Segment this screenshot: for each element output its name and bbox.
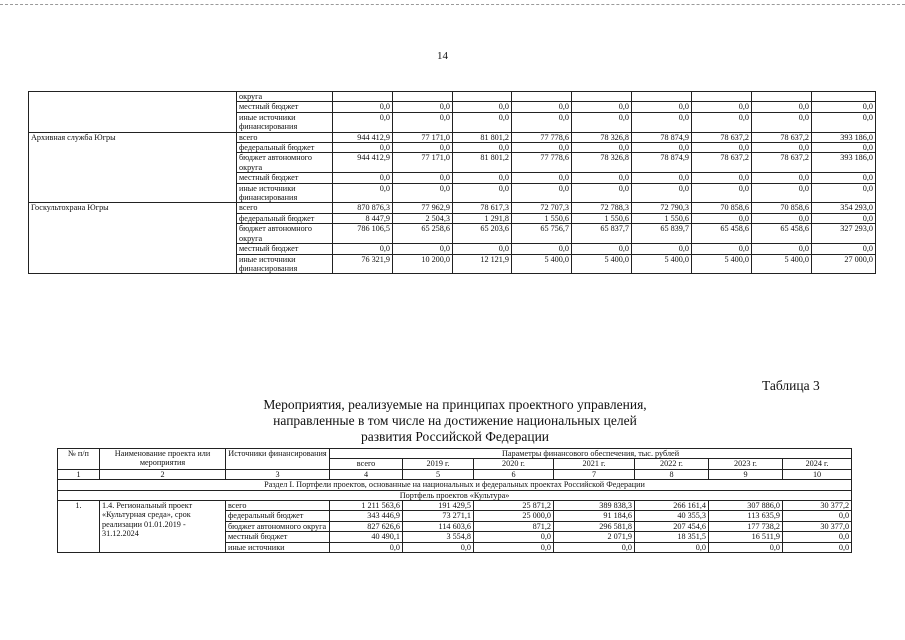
value-cell: 5 400,0 — [692, 254, 752, 274]
value-cell: 77 778,6 — [512, 132, 572, 142]
value-cell: 0,0 — [632, 173, 692, 183]
value-cell: 0,0 — [752, 213, 812, 223]
value-cell: 0,0 — [333, 244, 393, 254]
value-cell: 78 637,2 — [752, 153, 812, 173]
source-cell: местный бюджет — [237, 173, 333, 183]
value-cell: 0,0 — [752, 112, 812, 132]
value-cell: 78 617,3 — [453, 203, 512, 213]
value-cell: 0,0 — [333, 143, 393, 153]
value-cell: 72 707,3 — [512, 203, 572, 213]
header-col: 2021 г. — [554, 459, 635, 469]
value-cell: 72 790,3 — [632, 203, 692, 213]
value-cell — [572, 92, 632, 102]
value-cell: 0,0 — [812, 244, 876, 254]
value-cell: 0,0 — [403, 542, 474, 552]
section-heading: Раздел I. Портфели проектов, основанные на национальных и федеральных проектах Российской Федерации — [58, 480, 852, 490]
value-cell: 73 271,1 — [403, 511, 474, 521]
value-cell: 27 000,0 — [812, 254, 876, 274]
value-cell: 0,0 — [572, 244, 632, 254]
value-cell: 0,0 — [812, 213, 876, 223]
value-cell: 0,0 — [333, 183, 393, 203]
source-cell: бюджет автономного округа — [226, 521, 330, 531]
value-cell: 827 626,6 — [330, 521, 403, 531]
col-number: 3 — [226, 469, 330, 479]
value-cell: 0,0 — [692, 244, 752, 254]
value-cell: 0,0 — [692, 112, 752, 132]
value-cell: 3 554,8 — [403, 532, 474, 542]
value-cell — [333, 92, 393, 102]
col-number: 5 — [403, 469, 474, 479]
source-cell: федеральный бюджет — [237, 213, 333, 223]
value-cell: 78 874,9 — [632, 153, 692, 173]
value-cell: 16 511,9 — [709, 532, 783, 542]
value-cell: 296 581,8 — [554, 521, 635, 531]
value-cell: 0,0 — [333, 173, 393, 183]
value-cell: 0,0 — [512, 244, 572, 254]
col-number: 1 — [58, 469, 100, 479]
value-cell — [453, 92, 512, 102]
value-cell — [692, 92, 752, 102]
value-cell: 70 858,6 — [752, 203, 812, 213]
value-cell: 0,0 — [812, 143, 876, 153]
value-cell: 65 203,6 — [453, 224, 512, 244]
col-number: 2 — [100, 469, 226, 479]
header-col: всего — [330, 459, 403, 469]
value-cell: 0,0 — [752, 173, 812, 183]
value-cell: 0,0 — [453, 173, 512, 183]
value-cell: 65 756,7 — [512, 224, 572, 244]
value-cell: 0,0 — [512, 183, 572, 203]
value-cell: 0,0 — [393, 173, 453, 183]
value-cell: 65 458,6 — [752, 224, 812, 244]
value-cell: 77 962,9 — [393, 203, 453, 213]
value-cell: 30 377,2 — [783, 501, 852, 511]
value-cell: 0,0 — [783, 511, 852, 521]
header-col: 2023 г. — [709, 459, 783, 469]
value-cell: 0,0 — [632, 143, 692, 153]
value-cell: 78 637,2 — [752, 132, 812, 142]
value-cell: 0,0 — [752, 244, 812, 254]
value-cell: 5 400,0 — [752, 254, 812, 274]
org-cell: Архивная служба Югры — [29, 132, 237, 203]
col-number: 4 — [330, 469, 403, 479]
header-num: № п/п — [58, 449, 100, 470]
value-cell — [632, 92, 692, 102]
value-cell: 0,0 — [512, 112, 572, 132]
value-cell: 0,0 — [572, 183, 632, 203]
value-cell — [812, 92, 876, 102]
value-cell: 0,0 — [572, 173, 632, 183]
value-cell: 0,0 — [692, 143, 752, 153]
value-cell: 0,0 — [632, 183, 692, 203]
value-cell: 354 293,0 — [812, 203, 876, 213]
value-cell: 307 886,0 — [709, 501, 783, 511]
source-cell: всего — [237, 203, 333, 213]
value-cell: 1 550,6 — [512, 213, 572, 223]
value-cell: 944 412,9 — [333, 153, 393, 173]
value-cell: 81 801,2 — [453, 132, 512, 142]
source-cell: округа — [237, 92, 333, 102]
header-col: 2020 г. — [474, 459, 554, 469]
table-title-line: развития Российской Федерации — [360, 429, 550, 444]
value-cell: 40 490,1 — [330, 532, 403, 542]
value-cell: 0,0 — [474, 542, 554, 552]
value-cell: 0,0 — [512, 173, 572, 183]
value-cell: 393 186,0 — [812, 132, 876, 142]
value-cell: 114 603,6 — [403, 521, 474, 531]
value-cell: 77 171,0 — [393, 132, 453, 142]
value-cell: 25 000,0 — [474, 511, 554, 521]
value-cell: 0,0 — [393, 143, 453, 153]
value-cell: 0,0 — [330, 542, 403, 552]
value-cell: 78 326,8 — [572, 132, 632, 142]
value-cell: 327 293,0 — [812, 224, 876, 244]
value-cell: 0,0 — [752, 183, 812, 203]
value-cell: 10 200,0 — [393, 254, 453, 274]
value-cell: 0,0 — [453, 143, 512, 153]
value-cell: 113 635,9 — [709, 511, 783, 521]
value-cell: 72 788,3 — [572, 203, 632, 213]
value-cell: 0,0 — [635, 542, 709, 552]
value-cell: 18 351,5 — [635, 532, 709, 542]
header-col: 2019 г. — [403, 459, 474, 469]
value-cell: 1 291,8 — [453, 213, 512, 223]
value-cell: 0,0 — [572, 143, 632, 153]
value-cell: 0,0 — [632, 102, 692, 112]
value-cell: 30 377,0 — [783, 521, 852, 531]
value-cell: 0,0 — [812, 183, 876, 203]
source-cell: иные источники финансирования — [237, 183, 333, 203]
value-cell: 0,0 — [783, 542, 852, 552]
value-cell: 65 458,6 — [692, 224, 752, 244]
value-cell: 2 071,9 — [554, 532, 635, 542]
projects-table — [57, 448, 852, 553]
value-cell: 65 837,7 — [572, 224, 632, 244]
value-cell: 0,0 — [453, 183, 512, 203]
org-cell — [29, 92, 237, 133]
value-cell: 77 171,0 — [393, 153, 453, 173]
value-cell: 207 454,6 — [635, 521, 709, 531]
col-number: 10 — [783, 469, 852, 479]
value-cell: 0,0 — [453, 112, 512, 132]
header-col: 2024 г. — [783, 459, 852, 469]
value-cell: 2 504,3 — [393, 213, 453, 223]
value-cell: 0,0 — [709, 542, 783, 552]
value-cell: 0,0 — [692, 183, 752, 203]
value-cell: 1 550,6 — [572, 213, 632, 223]
source-cell: иные источники финансирования — [237, 254, 333, 274]
value-cell: 65 839,7 — [632, 224, 692, 244]
value-cell — [393, 92, 453, 102]
table-row — [29, 92, 876, 102]
value-cell: 0,0 — [393, 102, 453, 112]
value-cell: 0,0 — [554, 542, 635, 552]
value-cell: 0,0 — [474, 532, 554, 542]
value-cell: 1 550,6 — [632, 213, 692, 223]
value-cell: 78 326,8 — [572, 153, 632, 173]
header-params: Параметры финансового обеспечения, тыс. рублей — [330, 449, 852, 459]
value-cell: 389 838,3 — [554, 501, 635, 511]
value-cell: 81 801,2 — [453, 153, 512, 173]
value-cell: 0,0 — [632, 244, 692, 254]
value-cell: 191 429,5 — [403, 501, 474, 511]
table-title-line: Мероприятия, реализуемые на принципах проектного управления, — [263, 397, 647, 412]
portfolio-heading: Портфель проектов «Культура» — [58, 490, 852, 500]
col-number: 6 — [474, 469, 554, 479]
value-cell: 77 778,6 — [512, 153, 572, 173]
value-cell: 393 186,0 — [812, 153, 876, 173]
source-cell: иные источники — [226, 542, 330, 552]
org-cell: Госкультохрана Югры — [29, 203, 237, 274]
value-cell: 944 412,9 — [333, 132, 393, 142]
value-cell: 870 876,3 — [333, 203, 393, 213]
value-cell: 0,0 — [512, 143, 572, 153]
source-cell: всего — [226, 501, 330, 511]
value-cell: 871,2 — [474, 521, 554, 531]
col-number: 7 — [554, 469, 635, 479]
value-cell: 78 874,9 — [632, 132, 692, 142]
value-cell: 0,0 — [572, 112, 632, 132]
value-cell: 0,0 — [752, 102, 812, 112]
value-cell: 0,0 — [632, 112, 692, 132]
value-cell: 0,0 — [812, 102, 876, 112]
project-num: 1. — [58, 501, 100, 553]
source-cell: федеральный бюджет — [226, 511, 330, 521]
value-cell: 40 355,3 — [635, 511, 709, 521]
project-name: 1.4. Региональный проект «Культурная среда», срок реализации 01.01.2019 - 31.12.2024 — [100, 501, 226, 553]
financing-table-top — [28, 91, 876, 274]
value-cell: 343 446,9 — [330, 511, 403, 521]
value-cell: 0,0 — [692, 173, 752, 183]
col-number: 8 — [635, 469, 709, 479]
value-cell: 70 858,6 — [692, 203, 752, 213]
header-name: Наименование проекта или мероприятия — [100, 449, 226, 470]
value-cell: 78 637,2 — [692, 132, 752, 142]
value-cell: 12 121,9 — [453, 254, 512, 274]
value-cell: 0,0 — [783, 532, 852, 542]
table-row — [58, 501, 852, 511]
value-cell: 0,0 — [572, 102, 632, 112]
value-cell: 177 738,2 — [709, 521, 783, 531]
value-cell: 0,0 — [812, 173, 876, 183]
value-cell: 0,0 — [812, 112, 876, 132]
source-cell: местный бюджет — [237, 244, 333, 254]
value-cell: 786 106,5 — [333, 224, 393, 244]
value-cell: 0,0 — [512, 102, 572, 112]
value-cell — [752, 92, 812, 102]
value-cell: 5 400,0 — [632, 254, 692, 274]
value-cell: 65 258,6 — [393, 224, 453, 244]
table-caption: Таблица 3 — [762, 378, 820, 393]
value-cell: 78 637,2 — [692, 153, 752, 173]
source-cell: бюджет автономного округа — [237, 153, 333, 173]
source-cell: иные источники финансирования — [237, 112, 333, 132]
page-number: 14 — [437, 50, 448, 62]
col-number: 9 — [709, 469, 783, 479]
table-title — [205, 397, 705, 445]
value-cell: 0,0 — [453, 244, 512, 254]
header-col: 2022 г. — [635, 459, 709, 469]
table-row — [29, 132, 876, 142]
value-cell: 0,0 — [692, 213, 752, 223]
source-cell: всего — [237, 132, 333, 142]
value-cell: 1 211 563,6 — [330, 501, 403, 511]
value-cell: 0,0 — [393, 244, 453, 254]
value-cell: 0,0 — [333, 112, 393, 132]
value-cell: 91 184,6 — [554, 511, 635, 521]
scan-edge-line — [0, 4, 905, 5]
header-sources: Источники финансирования — [226, 449, 330, 470]
table-row — [29, 203, 876, 213]
value-cell: 0,0 — [393, 183, 453, 203]
value-cell: 5 400,0 — [572, 254, 632, 274]
value-cell: 76 321,9 — [333, 254, 393, 274]
value-cell: 25 871,2 — [474, 501, 554, 511]
source-cell: федеральный бюджет — [237, 143, 333, 153]
source-cell: местный бюджет — [226, 532, 330, 542]
value-cell: 0,0 — [692, 102, 752, 112]
value-cell: 5 400,0 — [512, 254, 572, 274]
source-cell: местный бюджет — [237, 102, 333, 112]
value-cell — [512, 92, 572, 102]
source-cell: бюджет автономного округа — [237, 224, 333, 244]
value-cell: 0,0 — [453, 102, 512, 112]
value-cell: 0,0 — [393, 112, 453, 132]
value-cell: 8 447,9 — [333, 213, 393, 223]
table-title-line: направленные в том числе на достижение национальных целей — [273, 413, 637, 428]
value-cell: 266 161,4 — [635, 501, 709, 511]
value-cell: 0,0 — [752, 143, 812, 153]
value-cell: 0,0 — [333, 102, 393, 112]
